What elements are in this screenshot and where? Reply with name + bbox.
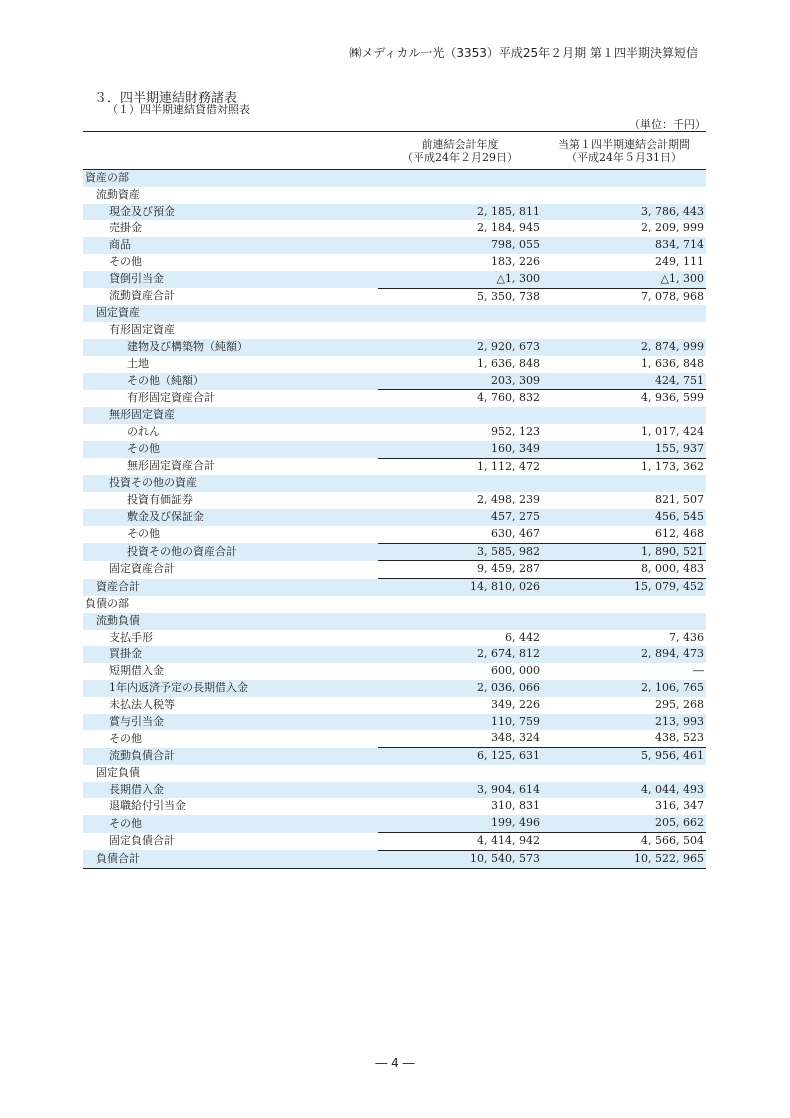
table-row (83, 543, 706, 561)
row-label: 無形固定資産合計 (127, 459, 215, 473)
table-row (83, 782, 706, 799)
prev-period-value: 2, 920, 673 (378, 339, 542, 356)
row-label: 土地 (127, 356, 149, 370)
row-label: 無形固定資産 (83, 407, 378, 424)
table-row (83, 748, 706, 765)
header-item-column (83, 132, 378, 170)
prev-period-value: 3, 904, 614 (378, 782, 542, 799)
row-label: 負債の部 (85, 596, 129, 610)
prev-period-value: 2, 185, 811 (378, 204, 542, 221)
row-label: 固定資産 (83, 305, 378, 322)
table-row (83, 458, 706, 475)
section-title: ３．四半期連結財務諸表 (94, 91, 238, 106)
current-period-value: 7, 436 (669, 630, 704, 644)
prev-period-value (378, 305, 542, 322)
row-label: 流動資産合計 (109, 289, 175, 303)
table-row (83, 561, 706, 579)
current-period-value (542, 613, 706, 630)
table-row (83, 613, 706, 630)
table-row (83, 492, 706, 509)
table-row (83, 697, 706, 714)
prev-period-value: 3, 585, 982 (378, 543, 542, 561)
header-current-period (542, 132, 706, 170)
current-period-value: 3, 786, 443 (542, 204, 706, 221)
table-row (83, 407, 706, 424)
prev-period-value: 14, 810, 026 (378, 579, 542, 596)
current-period-value: 1, 017, 424 (641, 424, 704, 438)
prev-period-value: 9, 459, 287 (378, 561, 542, 579)
row-label: 敷金及び保証金 (83, 509, 378, 526)
table-row (83, 475, 706, 492)
table-row (83, 630, 706, 647)
table-row (83, 663, 706, 680)
current-period-value: 1, 890, 521 (542, 543, 706, 561)
table-header-row (83, 132, 706, 170)
current-period-value: 4, 566, 504 (542, 833, 706, 851)
current-period-value: 438, 523 (655, 731, 704, 745)
row-label: 支払手形 (109, 630, 153, 644)
table-row (83, 714, 706, 731)
current-period-value: 295, 268 (655, 697, 704, 711)
table-row (83, 322, 706, 339)
prev-period-value: 348, 324 (491, 731, 540, 745)
row-label: 1年内返済予定の長期借入金 (83, 680, 378, 697)
prev-period-value: △1, 300 (378, 271, 542, 288)
current-period-value (542, 322, 706, 339)
row-label: 資産合計 (83, 579, 378, 596)
prev-period-value (378, 170, 542, 187)
row-label: その他 (83, 815, 378, 832)
table-row (83, 305, 706, 322)
prev-period-value: 1, 112, 472 (378, 458, 542, 475)
prev-period-value: 160, 349 (378, 441, 542, 458)
row-label: その他 (83, 441, 378, 458)
current-period-value: 4, 936, 599 (542, 390, 706, 407)
prev-period-value: 600, 000 (491, 664, 540, 678)
row-label: 建物及び構築物（純額） (83, 339, 378, 356)
current-period-value (542, 170, 706, 187)
prev-period-value (378, 475, 542, 492)
current-period-value: 2, 106, 765 (542, 680, 706, 697)
current-period-value: 456, 545 (542, 509, 706, 526)
row-label: 投資その他の資産 (83, 475, 378, 492)
row-label: 固定負債 (96, 765, 140, 779)
current-period-value: 2, 209, 999 (641, 221, 704, 235)
table-row (83, 424, 706, 441)
row-label: 貸倒引当金 (83, 271, 378, 288)
prev-period-value: 349, 226 (491, 697, 540, 711)
row-label: 未払法人税等 (109, 697, 175, 711)
table-row (83, 815, 706, 832)
table-row (83, 187, 706, 204)
balance-sheet-table (83, 131, 706, 869)
current-period-value: 205, 662 (542, 815, 706, 832)
prev-period-value: 110, 759 (378, 714, 542, 731)
current-period-value: ― (693, 664, 704, 678)
prev-period-value: 630, 467 (491, 526, 540, 540)
row-label: その他 (109, 731, 142, 745)
row-label: のれん (127, 424, 160, 438)
table-row (83, 579, 706, 596)
row-label: 流動負債 (83, 613, 378, 630)
document-header: ㈱メディカル一光（3353）平成25年２月期 第１四半期決算短信 (349, 46, 698, 60)
row-label: 長期借入金 (83, 782, 378, 799)
prev-period-date: （平成24年２月29日） (402, 150, 518, 164)
prev-period-value: 183, 226 (491, 254, 540, 268)
current-period-value: △1, 300 (542, 271, 706, 288)
current-period-value: 155, 937 (542, 441, 706, 458)
prev-period-value: 6, 125, 631 (378, 748, 542, 765)
prev-period-value (378, 765, 542, 782)
current-period-value: 424, 751 (542, 373, 706, 390)
current-period-value: 213, 993 (542, 714, 706, 731)
prev-period-value: 457, 275 (378, 509, 542, 526)
table-row (83, 441, 706, 458)
current-period-label: 当第１四半期連結会計期間 (558, 137, 690, 151)
table-row (83, 373, 706, 390)
prev-period-value: 2, 674, 812 (378, 646, 542, 663)
table-row (83, 798, 706, 815)
current-period-value: 4, 044, 493 (542, 782, 706, 799)
table-row (83, 850, 706, 868)
prev-period-label: 前連結会計年度 (421, 137, 499, 151)
current-period-value: 15, 079, 452 (542, 579, 706, 596)
prev-period-value: 798, 055 (378, 237, 542, 254)
current-period-value: 5, 956, 461 (542, 748, 706, 765)
prev-period-value: 2, 184, 945 (477, 221, 540, 235)
row-label: 負債合計 (83, 850, 378, 868)
prev-period-value: 1, 636, 848 (477, 356, 540, 370)
row-label: 投資その他の資産合計 (83, 543, 378, 561)
table-row (83, 237, 706, 254)
row-label: その他 (127, 526, 160, 540)
row-label: 資産の部 (83, 170, 378, 187)
current-period-value: 249, 111 (655, 254, 704, 268)
current-period-value: 2, 894, 473 (542, 646, 706, 663)
current-period-value (542, 305, 706, 322)
row-label: 退職給付引当金 (109, 799, 186, 813)
row-label: 投資有価証券 (127, 493, 193, 507)
current-period-value (542, 475, 706, 492)
table-row (83, 170, 706, 187)
row-label: 有形固定資産合計 (127, 391, 215, 405)
prev-period-value: 10, 540, 573 (378, 850, 542, 868)
row-label: その他 (109, 254, 142, 268)
current-period-value: 1, 173, 362 (542, 458, 706, 475)
row-label: 固定資産合計 (109, 562, 175, 576)
prev-period-value: 203, 309 (378, 373, 542, 390)
row-label: 流動資産 (96, 187, 140, 201)
page-number: ― 4 ― (375, 1056, 415, 1070)
header-prev-period (378, 132, 542, 170)
prev-period-value: 4, 760, 832 (378, 390, 542, 407)
table-row (83, 596, 706, 613)
table-row (83, 730, 706, 747)
prev-period-value: 2, 036, 066 (378, 680, 542, 697)
prev-period-value (378, 596, 542, 613)
current-period-value (542, 765, 706, 782)
row-label: 有形固定資産 (109, 323, 175, 337)
table-row (83, 680, 706, 697)
current-period-value: 2, 874, 999 (542, 339, 706, 356)
current-period-value: 821, 507 (655, 493, 704, 507)
row-label: 売掛金 (109, 221, 142, 235)
table-row (83, 646, 706, 663)
table-row (83, 271, 706, 288)
row-label: 買掛金 (83, 646, 378, 663)
table-row (83, 390, 706, 407)
prev-period-value: 310, 831 (491, 799, 540, 813)
current-period-value (542, 596, 706, 613)
table-row (83, 254, 706, 271)
current-period-value (542, 187, 706, 204)
prev-period-value (378, 407, 542, 424)
table-row (83, 833, 706, 851)
current-period-date: （平成24年５月31日） (566, 150, 682, 164)
current-period-value: 612, 468 (655, 526, 704, 540)
current-period-value: 1, 636, 848 (641, 356, 704, 370)
prev-period-value (378, 187, 542, 204)
current-period-value: 7, 078, 968 (542, 288, 706, 305)
prev-period-value: 2, 498, 239 (477, 493, 540, 507)
row-label: 固定負債合計 (109, 834, 175, 848)
current-period-value: 834, 714 (542, 237, 706, 254)
current-period-value: 10, 522, 965 (542, 850, 706, 868)
prev-period-value: 952, 123 (491, 424, 540, 438)
table-row (83, 288, 706, 305)
row-label: 現金及び預金 (83, 204, 378, 221)
current-period-value: 316, 347 (655, 799, 704, 813)
current-period-value (542, 407, 706, 424)
table-row (83, 526, 706, 543)
prev-period-value: 4, 414, 942 (378, 833, 542, 851)
prev-period-value (378, 322, 542, 339)
row-label: 商品 (83, 237, 378, 254)
table-row (83, 356, 706, 373)
prev-period-value (378, 613, 542, 630)
prev-period-value: 6, 442 (505, 630, 540, 644)
current-period-value: 8, 000, 483 (542, 561, 706, 579)
row-label: 短期借入金 (109, 664, 164, 678)
table-row (83, 765, 706, 782)
row-label: 流動負債合計 (83, 748, 378, 765)
prev-period-value: 5, 350, 738 (378, 288, 542, 305)
table-row (83, 220, 706, 237)
unit-label: （単位：千円） (629, 118, 706, 131)
table-row (83, 339, 706, 356)
table-row (83, 509, 706, 526)
subsection-title: （１）四半期連結貸借対照表 (107, 103, 250, 116)
table-row (83, 204, 706, 221)
row-label: その他（純額） (83, 373, 378, 390)
prev-period-value: 199, 496 (378, 815, 542, 832)
row-label: 賞与引当金 (83, 714, 378, 731)
